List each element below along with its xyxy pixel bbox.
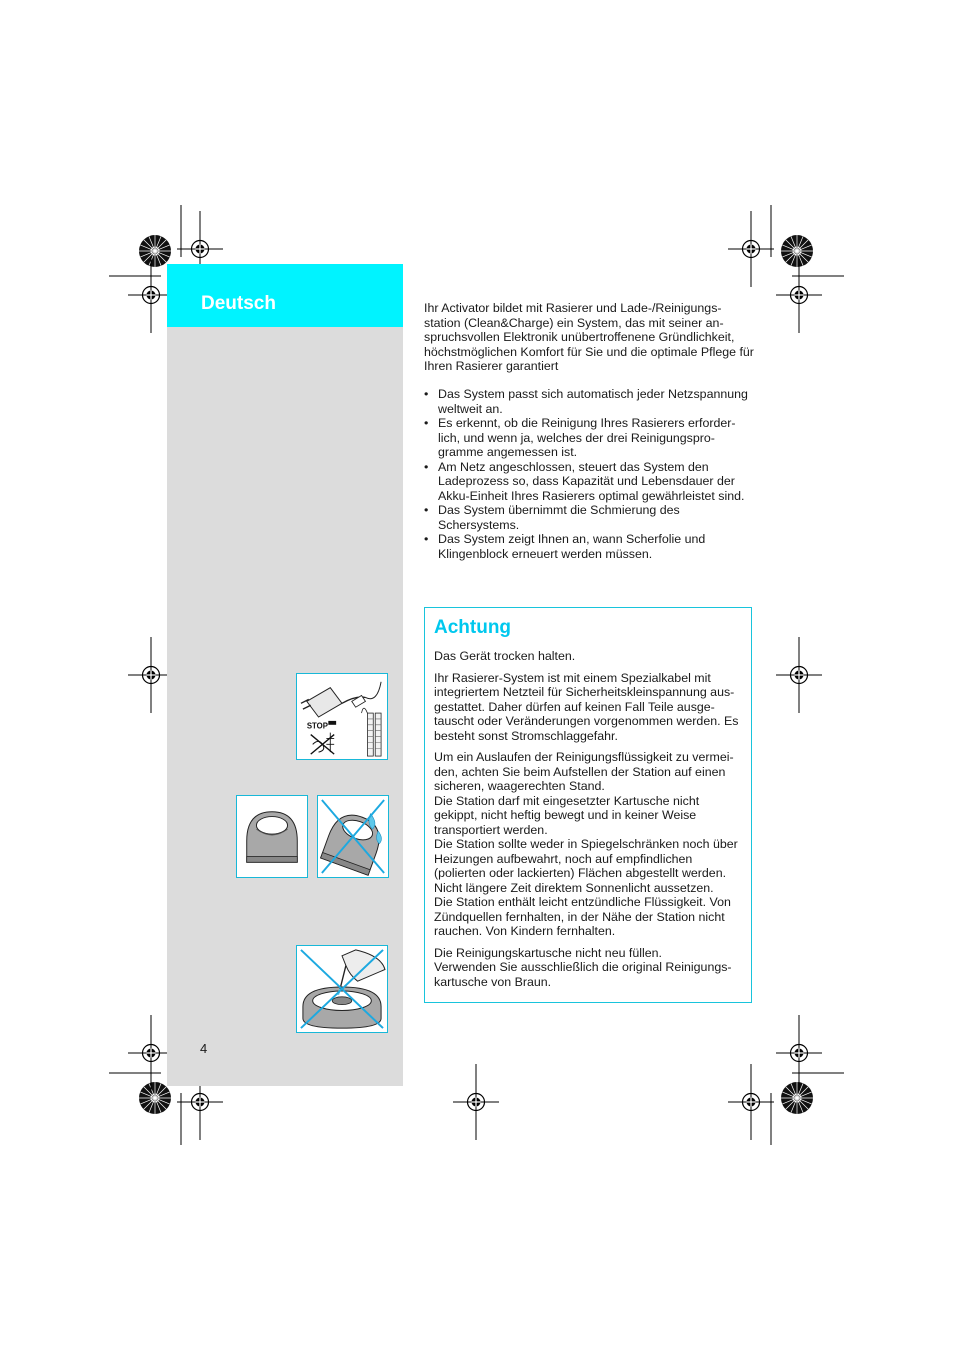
page-number: 4 (200, 1041, 208, 1056)
warning-title: Achtung (434, 617, 512, 638)
warning-paragraph: Das Gerät trocken halten. (434, 649, 576, 663)
feature-list (424, 387, 754, 561)
warning-paragraph: Ihr Rasierer-System ist mit einem Spezialkabel mit integriertem Netzteil für Sicherheitskleinspannung aus-gestattet. Daher dürfen auf keinen Fall Teile ausge-tauscht oder Veränderungen vorgenommen werden. Es besteht sonst Stromschlaggefahr. (434, 670, 739, 743)
language-title: Deutsch (201, 293, 276, 314)
stop-label: STOP (306, 721, 328, 731)
station-tilted-prohibited-illustration (317, 795, 389, 878)
warning-paragraph: Um ein Auslaufen der Reinigungsflüssigkeit zu vermei-den, achten Sie beim Aufstellen der Station auf einen sicheren, waagerechten Stand. Die Station darf mit eingesetzter Kartusche nicht gekippt, nicht heftig bewegt und in keiner Weise transportiert werden. Die Station sollte weder in Spiegelschränken noch über Heizungen aufbewahrt, noch auf empfindlichen (polierten oder lackierten) Flächen abgestellt werden. Nicht längere Zeit direktem Sonnenlicht aussetzen. Die Station enthält leicht entzündliche Flüssigkeit. Von Zündquellen fernhalten, in der Nähe der Station nicht rauchen. Von Kindern fernhalten. (434, 750, 738, 938)
intro-paragraph: Ihr Activator bildet mit Rasierer und Lade-/Reinigungs-station (Clean&Charge) ein System, das mit seiner an-spruchsvollen Elektronik unübertroffenene Gründlichkeit, höchstmöglichen Komfort für Sie und die optimale Pflege für Ihren Rasierer garantiert (424, 301, 754, 373)
list-item: • Das System übernimmt die Schmierung des Schersystems. (424, 503, 754, 532)
warning-paragraph: Die Reinigungskartusche nicht neu füllen. Verwenden Sie ausschließlich die original Reinigungs-kartusche von Braun. (434, 945, 732, 989)
warning-box (424, 607, 752, 1003)
station-upright-illustration (236, 795, 308, 878)
plug-stop-illustration (296, 673, 388, 760)
list-item: • Das System zeigt Ihnen an, wann Scherfolie und Klingenblock erneuert werden müssen. (424, 532, 754, 561)
cartridge-refill-prohibited-illustration (296, 945, 388, 1033)
list-item: • Am Netz angeschlossen, steuert das System den Ladeprozess so, dass Kapazität und Lebensdauer der Akku-Einheit Ihres Rasierers optimal gewährleistet sind. (424, 460, 754, 504)
list-item: • Das System passt sich automatisch jeder Netzspannung weltweit an. (424, 387, 754, 416)
list-item: • Es erkennt, ob die Reinigung Ihres Rasierers erforder-lich, und wenn ja, welches der drei Reinigungspro-gramme angemessen ist. (424, 416, 754, 460)
